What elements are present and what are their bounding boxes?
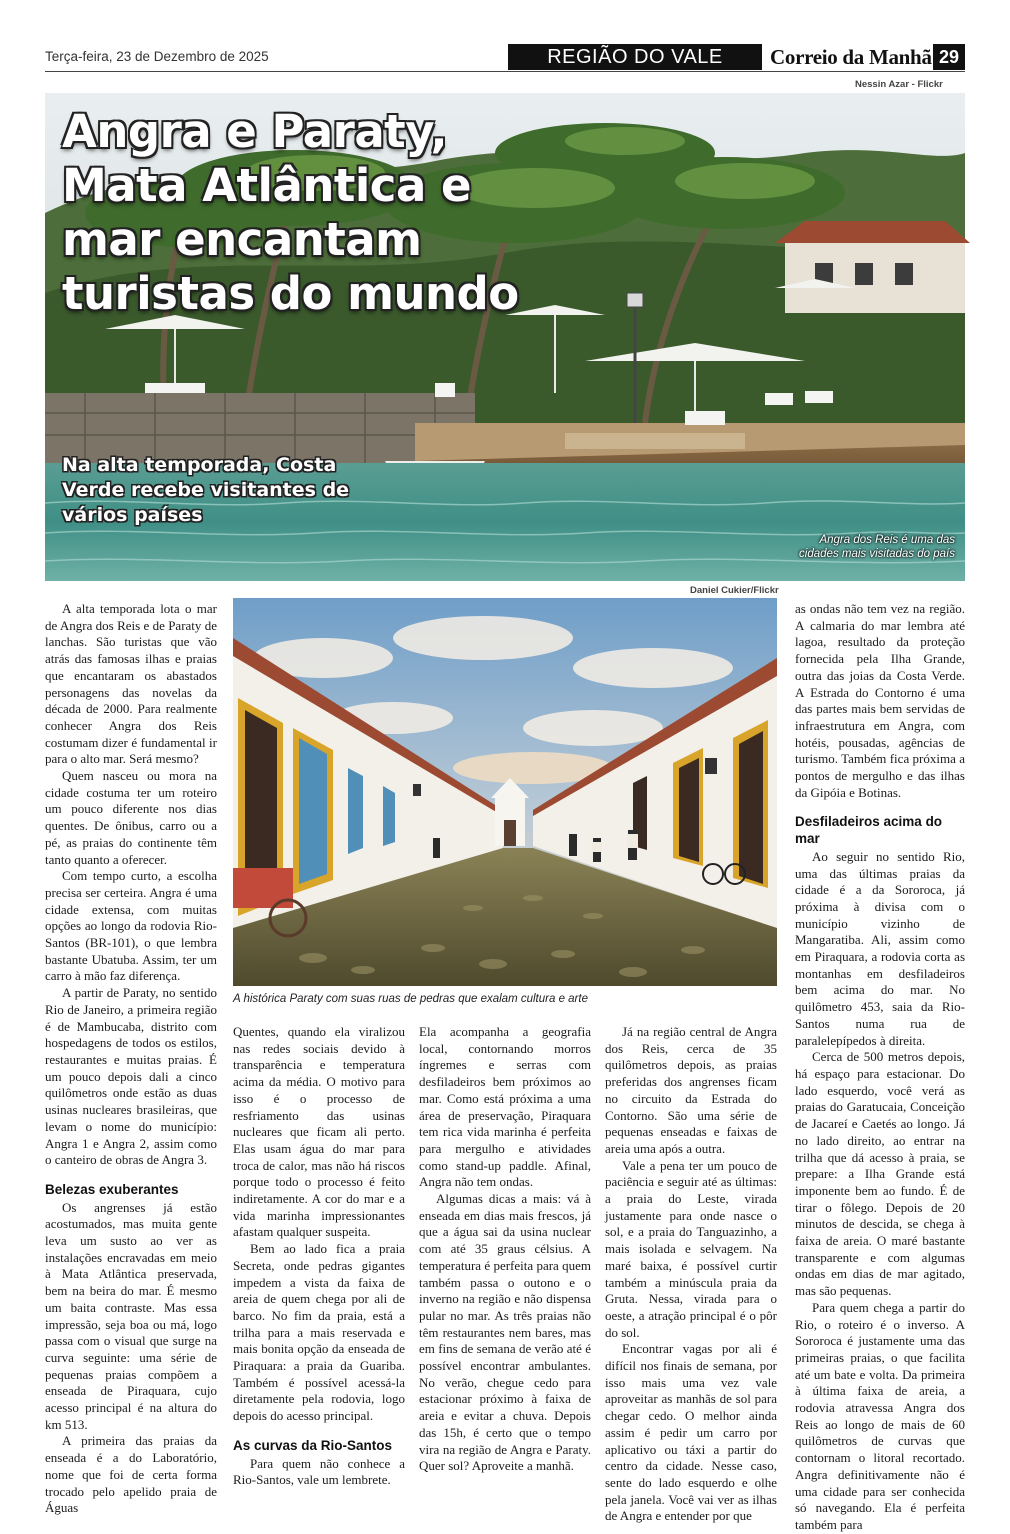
paragraph: A primeira das praias da enseada é a do Laboratório, nome que foi de certa forma trocado pelo apelido praia de Águas (45, 1433, 217, 1516)
paragraph: Bem ao lado fica a praia Secreta, onde pedras gigantes impedem a vista da faixa de areia de quem chega por ali de barco. No fim da praia, está a trilha para a mais reservada e mais bonita opção da enseada de Piraquara: a praia da Guariba. Também é possível acessá-la diretamente pela rodovia, logo depois do acesso principal. (233, 1241, 405, 1424)
paragraph: Algumas dicas a mais: vá à enseada em dias mais frescos, já que a água sai da usina nuclear com até 35 graus célsius. A temperatura é perfeita para quem também passa o outono e o inverno na região e não dispensa pular no mar. As três praias não têm restaurantes nem bares, mas em fins de semana de verão até é possível encontrar ambulantes. No verão, chegue cedo para estacionar próximo à faixa de areia e evitar a chuva. Depois das 15h, é certo que o tempo vira na região de Angra e Paraty. Quer sol? Aproveite a manhã. (419, 1191, 591, 1474)
paragraph: Ela acompanha a geografia local, contornando morros íngremes e serras com desfiladeiros bem próximos ao mar. Como está próxima a uma área de preservação, Piraquara tem rica vida marinha é perfeita para mergulho e atividades como stand-up paddle. Afinal, Angra não tem ondas. (419, 1024, 591, 1190)
paragraph: Para quem chega a partir do Rio, o roteiro é o inverso. A Sororoca é justamente uma das primeiras praias, o que facilita até um bate e volta. Da primeira à última faixa de areia, a rodovia atravessa Angra dos Reis ao longo de mais de 60 quilômetros de curvas que contornam o litoral recortado. Angra definitivamente não é uma cidade para ser conhecida só navegando. Ela é perfeita também para (795, 1299, 965, 1532)
subheadline: Na alta temporada, Costa Verde recebe visitantes de vários países (62, 454, 350, 526)
article-column-5 (795, 601, 965, 1534)
issue-date: Terça-feira, 23 de Dezembro de 2025 (45, 49, 269, 64)
paragraph: Cerca de 500 metros depois, há espaço para estacionar. Do lado esquerdo, você verá as praias do Garatucaia, Conceição de Jacareí e Caetés ao longo. Já no lado direito, ao entrar na trilha que dá acesso à praia, se prepare: a Ilha Grande está imponente bem ao fundo. É de tirar o fôlego. Depois de 20 minutos de descida, se chega à faixa de areia. O maré bastante transparente e com algumas ondas em dias de mar agitado, mas são pequenas. (795, 1049, 965, 1299)
paraty-photo-illustration (233, 598, 777, 986)
header-divider (45, 71, 965, 72)
article-column-4 (605, 1024, 777, 1525)
paragraph: Quem nasceu ou mora na cidade costuma ter um roteiro um pouco diferente nos dias quentes. De ônibus, carro ou a pé, as praias do continente têm tanto quanto a oferecer. (45, 768, 217, 867)
subheading-desfiladeiros: Desfiladeiros acima do mar (795, 814, 943, 847)
newspaper-logo: Correio da Manhã (770, 45, 932, 69)
paraty-photo-caption: A histórica Paraty com suas ruas de pedras que exalam cultura e arte (233, 993, 588, 1005)
paraty-photo-credit: Daniel Cukier/Flickr (690, 585, 779, 596)
paragraph: Já na região central de Angra dos Reis, cerca de 35 quilômetros depois, as praias preferidas dos angrenses ficam no circuito da Estrada do Contorno. São uma série de pequenas enseadas e faixas de areia uma após a outra. (605, 1024, 777, 1156)
paragraph: A partir de Paraty, no sentido Rio de Janeiro, a primeira região é de Mambucaba, distrito com hospedagens de todos os estilos, restaurantes e muitas praias. É um pouco depois dali a cinco quilômetros onde estão as duas usinas nucleares brasileiras, que levam o nome do município: Angra 1 e Angra 2, assim como o canteiro de obras de Angra 3. (45, 985, 217, 1168)
paragraph: Encontrar vagas por ali é difícil nos finais de semana, por isso mais uma vez vale aproveitar as manhãs de sol para chegar cedo. O melhor ainda assim é pedir um carro por aplicativo ou táxi a partir do centro da cidade. Nesse caso, sente do lado esquerdo e olhe pela janela. Você vai ver as ilhas de Angra e entender por que (605, 1341, 777, 1524)
page-number: 29 (933, 44, 965, 70)
paragraph: Com tempo curto, a escolha precisa ser certeira. Angra é uma cidade extensa, com muitas opções ao longo da rodovia Rio-Santos (BR-101), o que lembra bastante Ubatuba. Assim, ter um carro à mão faz diferença. (45, 868, 217, 984)
headline: Angra e Paraty, Mata Atlântica e mar encantam turistas do mundo (62, 105, 519, 320)
hero-photo (45, 93, 965, 581)
article-column-3 (419, 1024, 591, 1475)
paragraph: Ao seguir no sentido Rio, uma das últimas praias da cidade é a da Sororoca, já próxima à divisa com o município vizinho de Mangaratiba. Ali, assim como em Piraquara, a rodovia corta as montanhas em desfiladeiros bem acima do mar. No quilômetro 453, saia da Rio-Santos numa rua de paralelepípedos à direita. (795, 848, 965, 1048)
article-column-1 (45, 601, 217, 1517)
section-label: REGIÃO DO VALE (508, 44, 762, 70)
paragraph: Vale a pena ter um pouco de paciência e seguir até as últimas: a praia do Leste, virada justamente para onde nasce o sol, e a praia do Tanguazinho, a mais isolada e selvagem. Na maré baixa, é possível curtir também a minúscula praia da Gruta. Nessa, virada para o oeste, a atração principal é o pôr do sol. (605, 1157, 777, 1340)
paragraph: Os angrenses já estão acostumados, mas muita gente leva um susto ao ver as instalações encravadas em meio à Mata Atlântica preservada, bem na beira do mar. É mesmo um baita contraste. Mas essa impressão, seja boa ou má, logo passa com o visual que surge na curva seguinte: uma série de pequenas praias compõem a enseada de Piraquara, cujo acesso principal é na altura do km 513. (45, 1199, 217, 1432)
article-column-2 (233, 1024, 405, 1489)
page-header (45, 44, 965, 72)
subheading-curvas: As curvas da Rio-Santos (233, 1437, 393, 1453)
hero-photo-caption: Angra dos Reis é uma das cidades mais visitadas do país (799, 534, 955, 560)
subheading-belezas: Belezas exuberantes (45, 1181, 179, 1197)
hero-photo-credit: Nessin Azar - Flickr (855, 79, 943, 90)
paragraph: as ondas não tem vez na região. A calmaria do mar lembra até lagoa, resultado da proteção fornecida pela Ilha Grande, outra das joias da Costa Verde. A Estrada do Contorno é uma das partes mais bem servidas de infraestrutura em Angra, com hotéis, pousadas, agências de turismo. Também fica próxima a pontos de mergulho e das ilhas da Gipóia e Botinas. (795, 601, 965, 800)
paragraph: A alta temporada lota o mar de Angra dos Reis e de Paraty de lanchas. São turistas que vão atrás das famosas ilhas e praias que encantaram os abastados personagens das novelas da década de 2000. Para realmente conhecer Angra dos Reis costumam dizer é fundamental ir para o alto mar. Será mesmo? (45, 601, 217, 767)
paragraph: Para quem não conhece a Rio-Santos, vale um lembrete. (233, 1455, 405, 1488)
paragraph: Quentes, quando ela viralizou nas redes sociais devido à transparência e temperatura acima da média. O motivo para isso é o processo de resfriamento das usinas nucleares que ficam ali perto. Elas usam água do mar para troca de calor, mas não há riscos porque todo o processo é feito indiretamente. A cor do mar e a vida marinha impressionantes afastam qualquer suspeita. (233, 1024, 405, 1240)
paraty-street-photo (233, 598, 777, 986)
